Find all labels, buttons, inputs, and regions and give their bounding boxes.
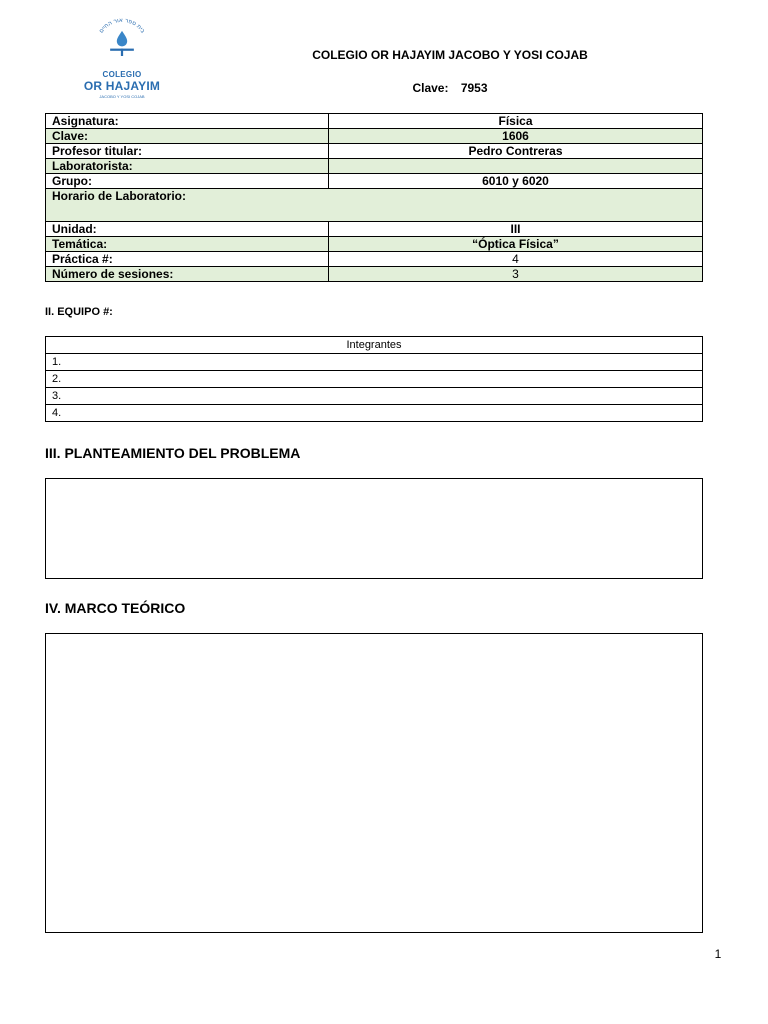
- section-problema-title: III. PLANTEAMIENTO DEL PROBLEMA: [45, 445, 301, 461]
- info-value[interactable]: 6010 y 6020: [329, 174, 703, 189]
- logo-subtitle: JACOBO Y YOSI COJAB: [99, 94, 145, 99]
- team-table-header: Integrantes: [46, 337, 703, 354]
- info-label[interactable]: Horario de Laboratorio:: [46, 189, 703, 222]
- logo-colegio: COLEGIO: [102, 70, 142, 79]
- info-value[interactable]: Física: [329, 114, 703, 129]
- team-member-row[interactable]: 3.: [46, 388, 703, 405]
- school-title: COLEGIO OR HAJAYIM JACOBO Y YOSI COJAB: [312, 48, 588, 62]
- info-label: Temática:: [46, 237, 329, 252]
- info-table: [45, 113, 703, 282]
- team-member-row[interactable]: 4.: [46, 405, 703, 422]
- info-row-profesor: [46, 144, 703, 159]
- logo-name: OR HAJAYIM: [83, 79, 161, 93]
- info-value[interactable]: III: [329, 222, 703, 237]
- info-row-tematica: [46, 237, 703, 252]
- info-label: Número de sesiones:: [46, 267, 329, 282]
- page-number: 1: [714, 947, 722, 961]
- info-row-laboratorista: [46, 159, 703, 174]
- info-value[interactable]: Pedro Contreras: [329, 144, 703, 159]
- info-value[interactable]: “Óptica Física”: [329, 237, 703, 252]
- info-value[interactable]: 3: [329, 267, 703, 282]
- info-label: Laboratorista:: [46, 159, 329, 174]
- info-value[interactable]: 1606: [329, 129, 703, 144]
- school-clave-value: 7953: [460, 81, 488, 95]
- info-row-unidad: [46, 222, 703, 237]
- info-label: Profesor titular:: [46, 144, 329, 159]
- info-label: Grupo:: [46, 174, 329, 189]
- team-table: [45, 336, 703, 422]
- marco-teorico-text-box[interactable]: [45, 633, 703, 933]
- info-label: Asignatura:: [46, 114, 329, 129]
- school-clave-label: Clave:: [412, 81, 449, 95]
- logo-hebrew-text: בית ספר אור החיים: [98, 17, 146, 35]
- problema-text-box[interactable]: [45, 478, 703, 579]
- info-value[interactable]: 4: [329, 252, 703, 267]
- section-equipo-title: II. EQUIPO #:: [45, 306, 113, 318]
- logo-emblem: [72, 16, 172, 56]
- info-label: Práctica #:: [46, 252, 329, 267]
- team-member-row[interactable]: 2.: [46, 371, 703, 388]
- school-clave: [250, 81, 650, 95]
- section-marco-teorico-title: IV. MARCO TEÓRICO: [45, 600, 186, 616]
- team-member-row[interactable]: 1.: [46, 354, 703, 371]
- info-row-practica: [46, 252, 703, 267]
- school-logo: [72, 16, 172, 106]
- info-value[interactable]: [329, 159, 703, 174]
- info-row-clave: [46, 129, 703, 144]
- info-row-sesiones: [46, 267, 703, 282]
- info-row-horario: [46, 189, 703, 222]
- info-row-asignatura: [46, 114, 703, 129]
- info-label: Unidad:: [46, 222, 329, 237]
- info-label: Clave:: [46, 129, 329, 144]
- flame-icon: [117, 31, 127, 47]
- info-row-grupo: [46, 174, 703, 189]
